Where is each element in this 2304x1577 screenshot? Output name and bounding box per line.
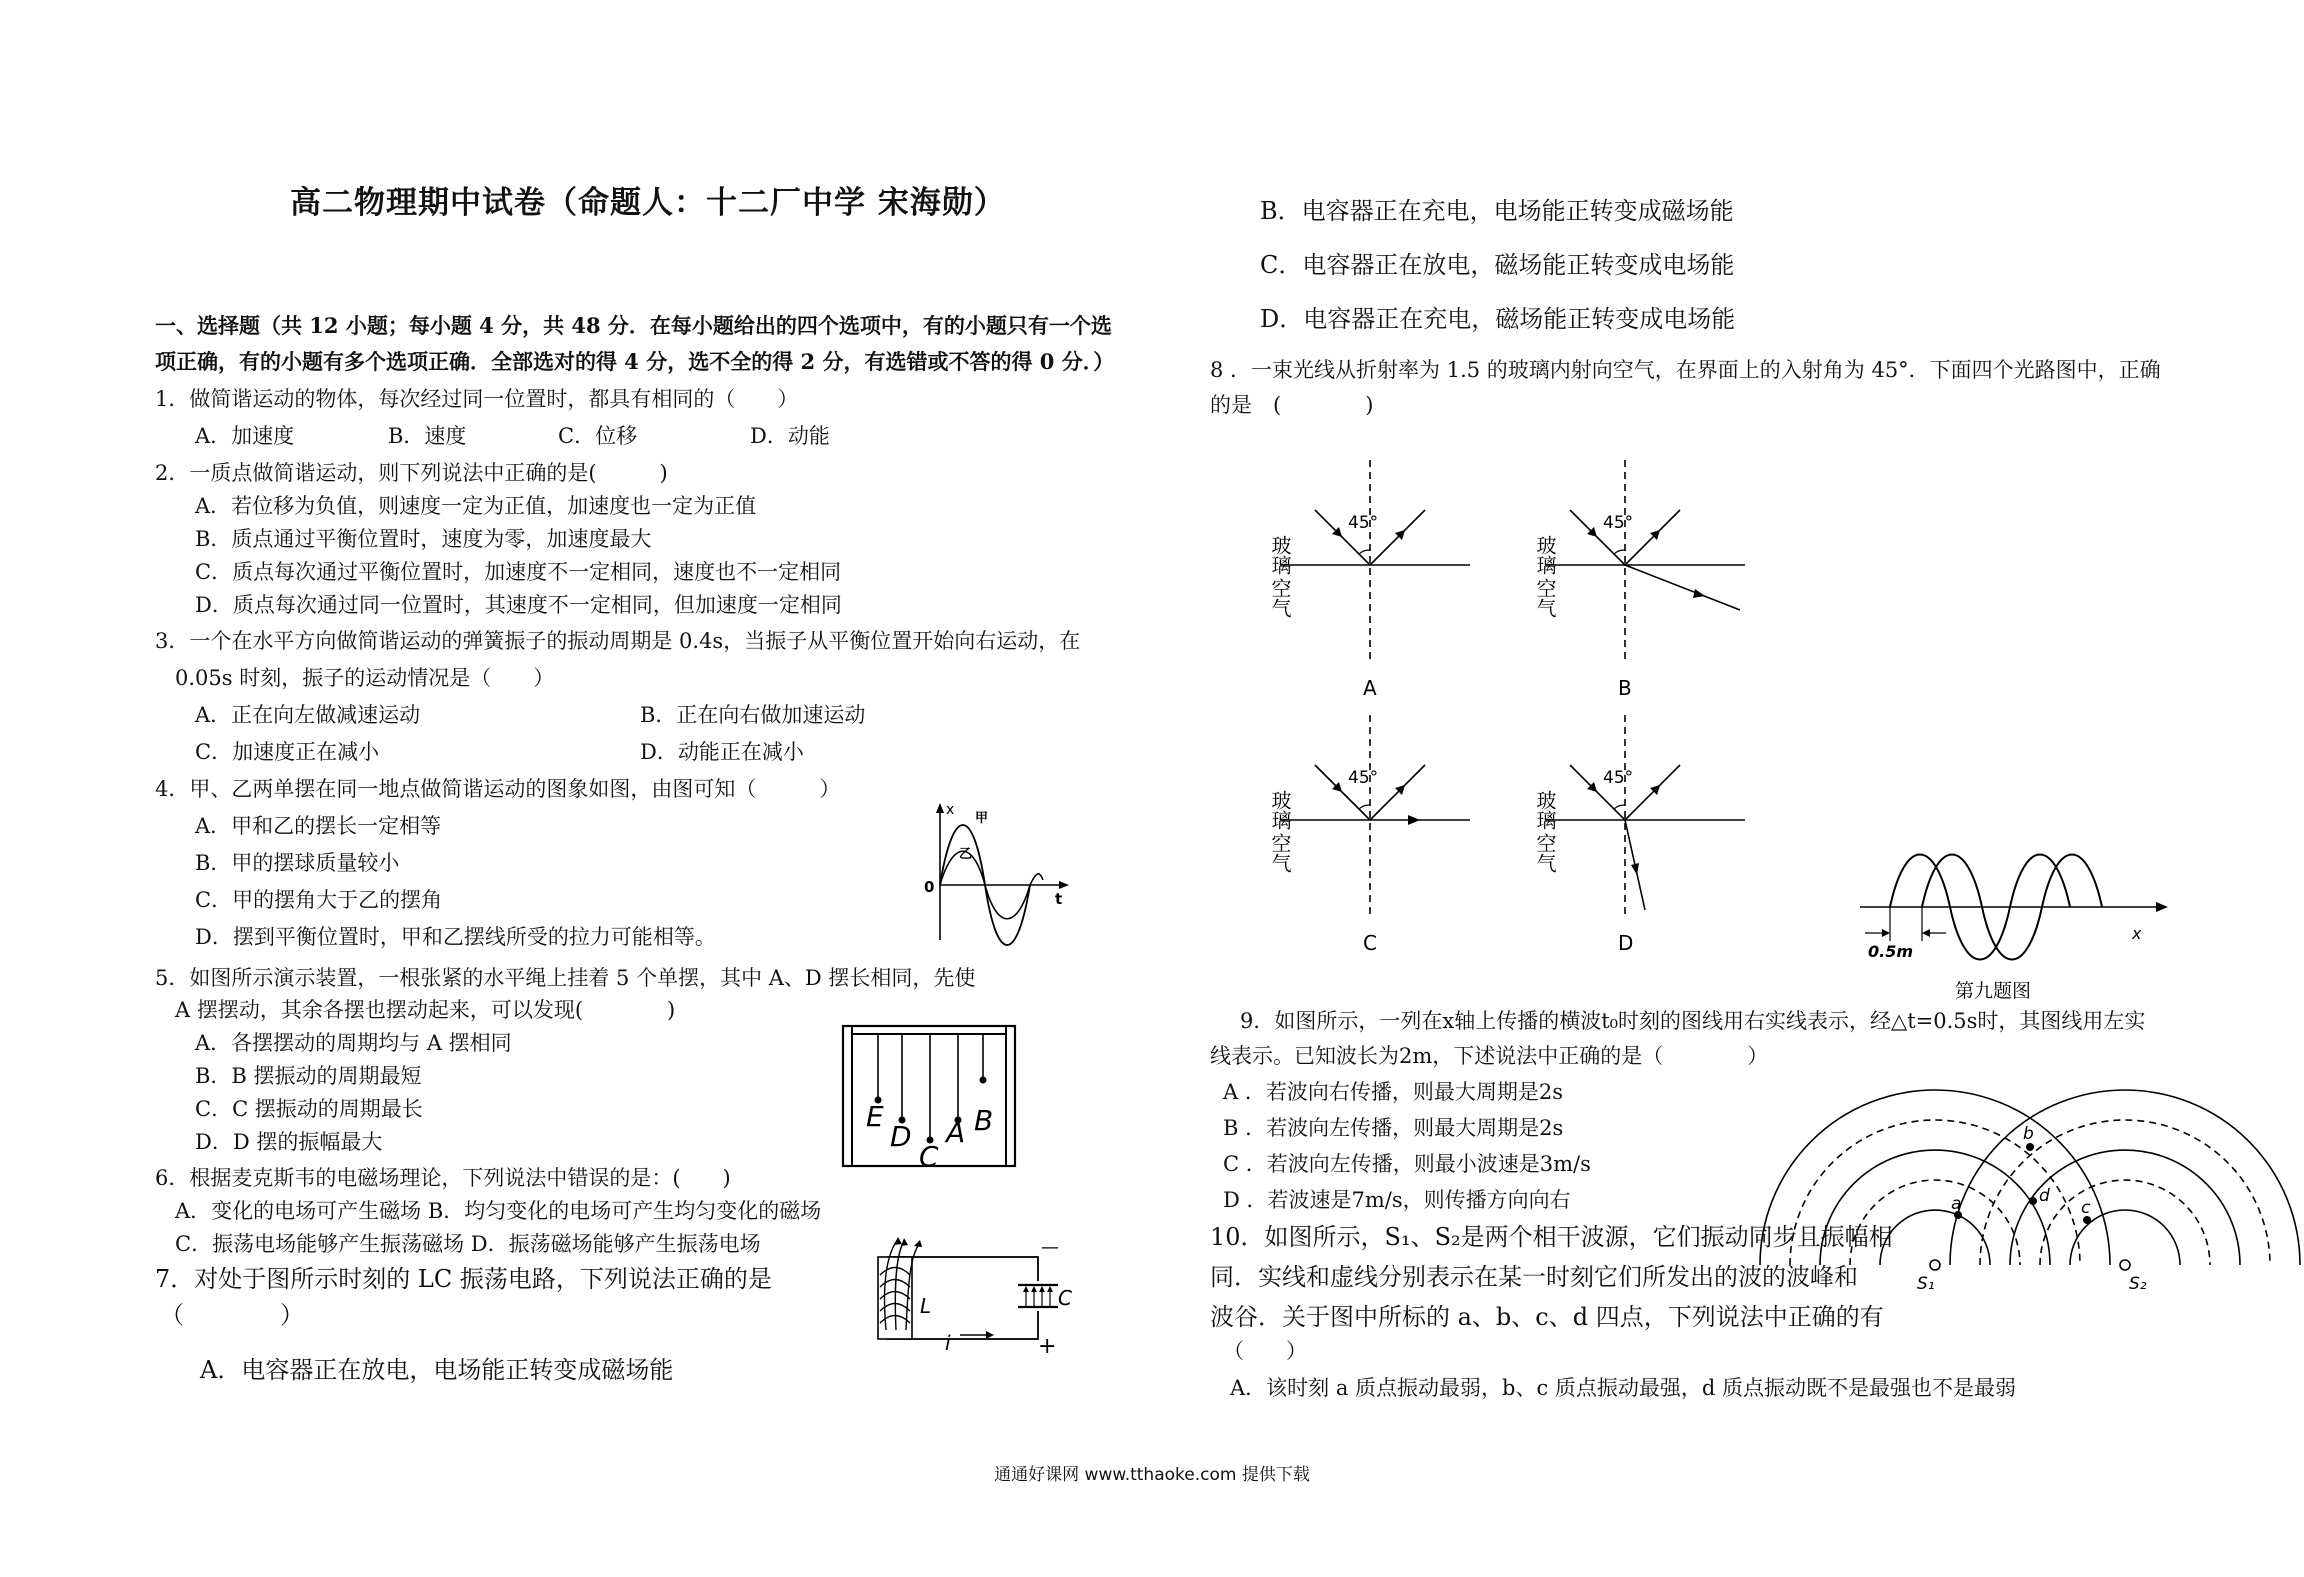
- q5-label-d: D: [890, 1120, 912, 1153]
- q6-stem: 6．根据麦克斯韦的电磁场理论，下列说法中错误的是：( ): [155, 1166, 731, 1190]
- q5-option-b: B．B 摆振动的周期最短: [195, 1064, 422, 1088]
- q5-label-a: A: [946, 1116, 966, 1149]
- q4-option-d: D．摆到平衡位置时，甲和乙摆线所受的拉力可能相等。: [195, 925, 716, 949]
- q4-axis-t-label: t: [1055, 890, 1063, 908]
- q9-figure-caption: 第九题图: [1955, 980, 2032, 1002]
- q1-stem: 1．做简谐运动的物体，每次经过同一位置时，都具有相同的（ ）: [155, 387, 799, 411]
- q8-label-d: D: [1618, 931, 1634, 955]
- q1-option-c: C．位移: [558, 424, 638, 448]
- q1-option-b: B．速度: [388, 424, 467, 448]
- q7-option-c: C．电容器正在放电，磁场能正转变成电场能: [1260, 251, 1735, 279]
- q7-label-c: C: [1058, 1286, 1072, 1310]
- q8-b-glass: 玻璃: [1533, 535, 1557, 575]
- q10-interference-figure: [1895, 1105, 2195, 1299]
- q5-pendulum-figure: [840, 1020, 1020, 1174]
- q8-diagram-a: [1260, 460, 1490, 704]
- q10-label-s2: S₂: [2129, 1274, 2147, 1294]
- q4-option-c: C．甲的摆角大于乙的摆角: [195, 888, 443, 912]
- q3-option-d: D．动能正在减小: [640, 740, 804, 764]
- q4-option-a: A．甲和乙的摆长一定相等: [195, 814, 442, 838]
- q9-wave-figure: [1850, 845, 2180, 1009]
- q8-stem-line1: 8 ．一束光线从折射率为 1.5 的玻璃内射向空气，在界面上的入射角为 45°．下面四个光路图中，正确: [1210, 358, 2161, 382]
- q7-plus-sign: +: [1038, 1334, 1057, 1359]
- q10-label-s1: S₁: [1917, 1274, 1935, 1294]
- q7-option-d: D．电容器正在充电，磁场能正转变成电场能: [1260, 305, 1736, 333]
- q5-label-e: E: [866, 1100, 884, 1133]
- q5-stem-line2: A 摆摆动，其余各摆也摆动起来，可以发现( ): [175, 998, 676, 1022]
- q3-option-a: A．正在向左做减速运动: [195, 703, 421, 727]
- q8-b-angle: 45°: [1603, 513, 1634, 533]
- q2-option-d: D．质点每次通过同一位置时，其速度不一定相同，但加速度一定相同: [195, 593, 842, 617]
- q5-label-b: B: [974, 1104, 994, 1137]
- section-heading-line2: 项正确，有的小题有多个选项正确．全部选对的得 4 分，选不全的得 2 分，有选错或不答的得 0 分．）: [155, 349, 1115, 374]
- q8-diagram-d: [1533, 715, 1775, 959]
- q9-distance-label: 0.5m: [1868, 942, 1914, 961]
- q4-origin-label: 0: [924, 878, 935, 896]
- q4-stem: 4．甲、乙两单摆在同一地点做简谐运动的图象如图，由图可知（ ）: [155, 777, 841, 801]
- q3-stem-line2: 0.05s 时刻，振子的运动情况是（ ）: [175, 666, 555, 690]
- q10-stem-line3: 波谷．关于图中所标的 a、b、c、d 四点，下列说法中正确的有: [1210, 1303, 1884, 1331]
- q7-minus-sign: —: [1041, 1237, 1059, 1258]
- q4-oscillation-graph: [915, 800, 1075, 954]
- q7-option-a: A．电容器正在放电，电场能正转变成磁场能: [200, 1356, 674, 1384]
- q8-c-angle: 45°: [1348, 768, 1379, 788]
- q4-label-jia: 甲: [975, 811, 989, 826]
- q9-axis-x-label: x: [2132, 924, 2142, 943]
- q7-lc-circuit: [870, 1235, 1070, 1359]
- q8-label-b: B: [1618, 676, 1632, 700]
- q7-option-b: B．电容器正在充电，电场能正转变成磁场能: [1260, 197, 1734, 225]
- q7-label-i: i: [945, 1331, 951, 1355]
- q2-option-c: C．质点每次通过平衡位置时，加速度不一定相同，速度也不一定相同: [195, 560, 842, 584]
- q7-stem-line1: 7．对处于图所示时刻的 LC 振荡电路，下列说法正确的是: [155, 1265, 772, 1293]
- q9-option-c: C ．若波向左传播，则最小波速是3m/s: [1223, 1152, 1591, 1176]
- q5-stem-line1: 5．如图所示演示装置，一根张紧的水平绳上挂着 5 个单摆，其中 A、D 摆长相同，先使: [155, 966, 976, 990]
- q9-stem-line1: 9．如图所示，一列在x轴上传播的横波t₀时刻的图线用右实线表示，经△t=0.5s时，其图线用左实: [1240, 1009, 2146, 1033]
- q3-stem-line1: 3．一个在水平方向做简谐运动的弹簧振子的振动周期是 0.4s，当振子从平衡位置开始向右运动，在: [155, 629, 1081, 653]
- q10-stem-line1: 10．如图所示，S₁、S₂是两个相干波源，它们振动同步且振幅相: [1210, 1223, 1893, 1251]
- q5-option-d: D．D 摆的振幅最大: [195, 1130, 383, 1154]
- q10-label-d: d: [2039, 1186, 2050, 1206]
- q2-option-a: A．若位移为负值，则速度一定为正值，加速度也一定为正值: [195, 494, 757, 518]
- page-footer: 通通好课网 www.tthaoke.com 提供下载: [994, 1465, 1310, 1485]
- q8-d-glass: 玻璃: [1533, 790, 1557, 830]
- q10-stem-line2: 同．实线和虚线分别表示在某一时刻它们所发出的波的波峰和: [1210, 1263, 1858, 1291]
- q9-stem-line2: 线表示。已知波长为2m，下述说法中正确的是（ ）: [1210, 1044, 1769, 1068]
- q2-stem: 2．一质点做简谐运动，则下列说法中正确的是( ): [155, 461, 668, 485]
- q10-label-c: c: [2081, 1198, 2091, 1218]
- q8-b-air: 空气: [1533, 578, 1557, 618]
- q3-option-b: B．正在向右做加速运动: [640, 703, 866, 727]
- q10-label-b: b: [2023, 1124, 2034, 1144]
- q4-option-b: B．甲的摆球质量较小: [195, 851, 400, 875]
- q6-options-ab: A．变化的电场可产生磁场 B．均匀变化的电场可产生均匀变化的磁场: [175, 1199, 822, 1223]
- q1-option-a: A．加速度: [195, 424, 295, 448]
- page-title: 高二物理期中试卷（命题人：十二厂中学 宋海勋）: [290, 185, 1006, 221]
- q5-label-c: C: [919, 1140, 939, 1173]
- q7-label-l: L: [920, 1294, 932, 1318]
- q10-label-a: a: [1951, 1194, 1962, 1214]
- q8-diagram-b: [1533, 460, 1775, 704]
- q4-label-yi: 乙: [959, 847, 973, 862]
- q7-stem-line2: （ ）: [160, 1301, 304, 1329]
- q3-option-c: C．加速度正在减小: [195, 740, 380, 764]
- q8-label-c: C: [1363, 931, 1377, 955]
- q8-a-angle: 45°: [1348, 513, 1379, 533]
- q5-option-a: A．各摆摆动的周期均与 A 摆相同: [195, 1031, 512, 1055]
- q6-options-cd: C．振荡电场能够产生振荡磁场 D．振荡磁场能够产生振荡电场: [175, 1232, 761, 1256]
- q1-option-d: D．动能: [750, 424, 830, 448]
- q8-a-air: 空气: [1268, 578, 1292, 618]
- q10-option-a: A．该时刻 a 质点振动最弱，b、c 质点振动最强，d 质点振动既不是最强也不是最弱: [1230, 1376, 2017, 1400]
- q5-option-c: C．C 摆振动的周期最长: [195, 1097, 423, 1121]
- q9-option-b: B ．若波向左传播，则最大周期是2s: [1223, 1116, 1564, 1140]
- q9-option-d: D ．若波速是7m/s，则传播方向向右: [1223, 1188, 1571, 1212]
- section-heading-line1: 一、选择题（共 12 小题；每小题 4 分，共 48 分．在每小题给出的四个选项中，有的小题只有一个选: [155, 313, 1112, 338]
- q9-option-a: A ．若波向右传播，则最大周期是2s: [1223, 1080, 1563, 1104]
- q10-stem-line4: （ ）: [1223, 1339, 1307, 1363]
- q8-diagram-c: [1260, 715, 1490, 959]
- q8-c-glass: 玻璃: [1268, 790, 1292, 830]
- q8-c-air: 空气: [1268, 833, 1292, 873]
- q8-d-air: 空气: [1533, 833, 1557, 873]
- q2-option-b: B．质点通过平衡位置时，速度为零，加速度最大: [195, 527, 652, 551]
- q8-label-a: A: [1363, 676, 1377, 700]
- q8-a-glass: 玻璃: [1268, 535, 1292, 575]
- q8-stem-line2: 的是 ( ): [1210, 393, 1374, 417]
- q4-axis-x-label: x: [946, 802, 955, 818]
- q8-d-angle: 45°: [1603, 768, 1634, 788]
